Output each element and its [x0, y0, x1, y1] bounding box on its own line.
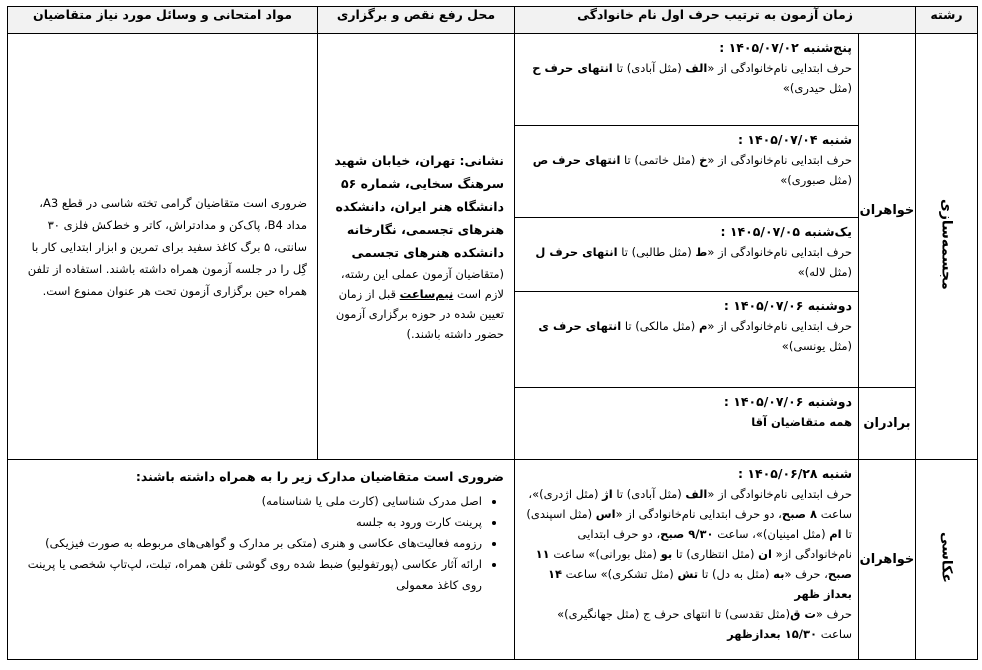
time-slot — [515, 218, 859, 292]
slot-description: حرف ابتدایی نام‌خانوادگی از «ط (مثل طالبی) تا انتهای حرف ل (مثل لاله)» — [535, 245, 852, 279]
document-item: • رزومه فعالیت‌های عکاسی و هنری (متکی بر مدارک و گواهی‌های مربوطه به صورت فیزیکی) — [18, 533, 482, 554]
group-women-photography: خواهران — [859, 460, 916, 660]
slot-date: دوشنبه ۱۴۰۵/۰۷/۰۶ : — [723, 394, 852, 409]
header-row — [8, 7, 978, 34]
sculpture-row-1 — [8, 34, 978, 126]
field-name-sculpture: مجسمه‌سازی — [938, 199, 955, 290]
exam-schedule-table — [7, 6, 978, 660]
time-slot — [515, 292, 859, 388]
slot-description: همه متقاضیان آقا — [751, 415, 852, 429]
materials-cell-sculpture: ضروری است متقاضیان گرامی تخته شاسی در قطع A3، مداد B4، پاک‌کن و مدادتراش، کاتر و خط‌کش فلزی ۳۰ سانتی، ۵ برگ کاغذ سفید برای تمرین و ابزار ابتدایی کار با گِل را در جلسه آزمون همراه داشته باشند. استفاده از تلفن همراه حین برگزاری آزمون تحت هر عنوان ممنوع است. — [8, 34, 318, 460]
document-item: • ارائه آثار عکاسی (پورتفولیو) ضبط شده روی گوشی تلفن همراه، تبلت، لپ‌تاپ شخصی یا پرینت روی کاغذ معمولی — [18, 554, 482, 596]
time-slot — [515, 388, 859, 460]
documents-heading: ضروری است متقاضیان مدارک زیر را به همراه داشته باشند: — [135, 469, 504, 484]
slot-description-last: حرف «ت ق(مثل تقدسی) تا انتهای حرف ج (مثل جهانگیری)» ساعت ۱۵/۳۰ بعدازظهر — [557, 607, 852, 641]
slot-date: یک‌شنبه ۱۴۰۵/۰۷/۰۵ : — [720, 224, 852, 239]
location-cell-sculpture — [318, 34, 515, 460]
slot-description: حرف ابتدایی نام‌خانوادگی از «م (مثل مالکی) تا انتهای حرف ی (مثل یونسی)» — [538, 319, 852, 353]
time-slot — [515, 126, 859, 218]
header-location: محل رفع نقص و برگزاری — [318, 7, 515, 34]
group-men-sculpture: برادران — [859, 388, 916, 460]
header-materials: مواد امتحانی و وسائل مورد نیاز متقاضیان — [8, 7, 318, 34]
document-item: • پرینت کارت ورود به جلسه — [18, 512, 482, 533]
header-schedule: زمان آزمون به ترتیب حرف اول نام خانوادگی — [515, 7, 916, 34]
time-slot — [515, 34, 859, 126]
documents-list — [18, 491, 504, 596]
slot-date: شنبه ۱۴۰۵/۰۷/۰۴ : — [738, 132, 852, 147]
slot-description: حرف ابتدایی نام‌خانوادگی از «خ (مثل خاتمی) تا انتهای حرف ص (مثل صبوری)» — [532, 153, 852, 187]
field-name-photography: عکاسی — [938, 532, 955, 583]
slot-date: شنبه ۱۴۰۵/۰۶/۲۸ : — [738, 466, 852, 481]
slot-description: حرف ابتدایی نام‌خانوادگی از «الف (مثل آبادی) تا اژ (مثل اژدری)»، ساعت ۸ صبح، دو حرف ابتدایی نام‌خانوادگی از «اس (مثل اسپندی) تا ام (مثل امینیان)»، ساعت ۹/۳۰ صبح، دو حرف ابتدایی نام‌خانوادگی از« ان (مثل انتظاری) تا بو (مثل بورانی)» ساعت ۱۱ صبح، حرف «به (مثل به دل) تا تش (مثل تشکری)» ساعت ۱۴ بعداز ظهر — [526, 487, 852, 601]
field-cell-photography — [916, 460, 978, 660]
slot-description: حرف ابتدایی نام‌خانوادگی از «الف (مثل آبادی) تا انتهای حرف ح (مثل حیدری)» — [532, 61, 852, 95]
time-slot — [515, 460, 859, 660]
photography-row — [8, 460, 978, 660]
document-item: • اصل مدرک شناسایی (کارت ملی یا شناسنامه) — [18, 491, 482, 512]
location-note: (متقاضیان آزمون عملی این رشته، لازم است نیم‌ساعت قبل از زمان تعیین شده در حوزه برگزاری آزمون حضور داشته باشند.) — [335, 267, 504, 341]
field-cell-sculpture — [916, 34, 978, 460]
slot-date: پنج‌شنبه ۱۴۰۵/۰۷/۰۲ : — [719, 40, 852, 55]
documents-cell-photography — [8, 460, 515, 660]
header-field: رشته — [916, 7, 978, 34]
group-women-sculpture: خواهران — [859, 34, 916, 388]
slot-date: دوشنبه ۱۴۰۵/۰۷/۰۶ : — [723, 298, 852, 313]
location-address: نشانی: تهران، خیابان شهید سرهنگ سخایی، شماره ۵۶ دانشگاه هنر ایران، دانشکده هنرهای تجسمی، نگارخانه دانشکده هنرهای تجسمی — [334, 153, 504, 260]
